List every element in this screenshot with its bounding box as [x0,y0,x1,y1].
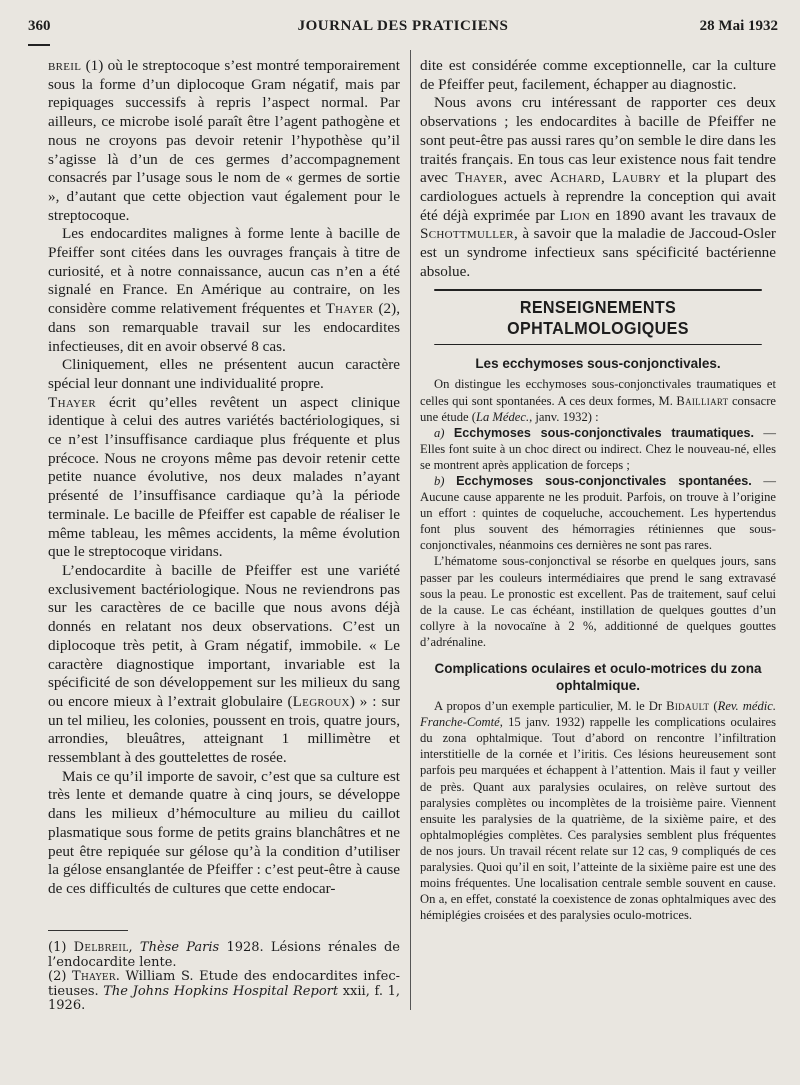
author-name: Legroux [292,692,350,710]
paragraph: Nous avons cru intéressant de rapporter ces deux observations ; les endocardites à bacille de Pfeiffer ne sont peut-être pas aussi rares qu’on semble le dire dans les traités français. En tous cas leur existence nous fait tendre avec Thayer, avec Achard, Laubry et la plupart des cardiologues actuels à reprendre la conception qui avait été déjà exprimée par Lion en 1890 avant les travaux de Schottmuller, à savoir que la maladie de Jaccoud-Osler est un syndrome infectieux sans spécificité bactérienne absolue. [420,94,776,280]
subsection-title: Les ecchymoses sous-conjonctivales. [475,356,721,372]
paragraph: Thayer écrit qu’elles revêtent un aspect clinique identique à celui des autres variétés bactériologiques, si ce n’est l’insuffisance cardiaque plus fréquente et plus précoce. Nous ne croyons même pas devoir retenir cette petite nuance évolutive, nos deux malades n’ayant présenté de l’insuffisance cardiaque qu’à la période terminale. Le bacille de Pfeiffer est capable de réaliser le même tableau, les mêmes accidents, la même évolution que le streptocoque viridans. [48,393,400,561]
footnote: (1) Delbreil, Thèse Paris 1928. Lésions rénales de l’endocardite lente. [48,940,400,970]
paragraph: L’endocardite à bacille de Pfeiffer est une variété exclusivement bactériologique. Nous ne reviendrons pas sur les caractères de ce bacille que nous avons déjà donnés en relatant nos deux observations. C’est un diplocoque très petit, à Gram négatif, immobile. « Le caractère diagnostique important, invariable est la spécificité de son développement sur les milieux du sang ou encore mieux à l’extrait globulaire (Legroux) » : sur un tel milieu, les colonies, poussent en trois, quatre jours, arrondies, bleuâtres, atteignant 1 millimètre et ressemblant à des gouttelettes de rosée. [48,561,401,767]
right-column [420,57,776,923]
left-column [48,57,400,899]
paragraph: Cliniquement, elles ne présentent aucun caractère spécial leur donnant une individualité propre. [48,356,400,392]
footnote-rule [48,930,128,931]
paragraph: Mais ce qu’il importe de savoir, c’est que sa culture est très lente et demande quatre à cinq jours, se développe dans les milieux d’hémoculture au milieu du caillot plasmatique sous forme de petits grains blanchâtres et ne peut être repiquée sur gélose qu’à la condition d’utiliser la gélose ensanglantée de Pfeiffer : c’est peut-être à cause de ces difficultés de cultures que cette endocar- [48,767,400,897]
footnotes [48,930,400,1014]
column-divider [410,50,411,1010]
author-name: breil [48,57,82,74]
paragraph: dite est considérée comme exceptionnelle, car la culture de Pfeiffer peut, facilement, échapper au diagnostic. [420,57,776,93]
header-rule [28,44,50,46]
paragraph: On distingue les ecchymoses sous-conjonctivales traumatiques et celles qui sont spontanées. A ces deux formes, M. Bailliart consacre une étude (La Médec., janv. 1932) : [420,377,776,424]
journal-title: JOURNAL DES PRATICIENS [297,18,509,34]
author-name: Thayer [48,393,96,411]
paragraph: a) Ecchymoses sous-conjonctivales traumatiques. — Elles font suite à un choc direct ou indirect. Chez le nouveau-né, elles se montrent après application de forceps ; [420,425,776,472]
subsection-title: Complications oculaires et oculo-motrices du zona ophtalmique. [434,661,762,694]
paragraph: L’hématome sous-conjonctival se résorbe en quelques jours, sans passer par les couleurs intermédiaires que prend le sang extravasé sous la peau. Le pronostic est excellent. Pas de traitement, sauf celui de la cause. Le cas échéant, instillation de quelques gouttes d’un collyre à la novocaïne à 2 %, additionné de quelques gouttes d’adrénaline. [420,554,776,649]
paragraph: breil (1) où le streptocoque s’est montré temporairement sous la forme d’un diplocoque Gram négatif, mais par repiquages successifs à repris l’aspect normal. Par ailleurs, ce microbe isolé paraît être l’agent pathogène et nous ne croyons pas devoir retenir l’hypothèse qu’il s’agisse là d’un de ces germes d’accompagnement consacrés par l’usage sous le nom de « germes de sortie », d’autant que cette objection vaut également pour le streptocoque. [48,57,400,224]
section-title: RENSEIGNEMENTS OPHTALMOLOGIQUES [434,289,762,345]
paragraph: A propos d’un exemple particulier, M. le Dr Bidault (Rev. médic. Franche-Comté, 15 janv. 1932) rappelle les complications oculaires du zona ophtalmique. Tout d’abord on rencontre l’infiltration interstitielle de la cornée et l’iritis. Ces lésions heureusement sont parfois peu marquées et échappent à l’attention. Mais il faut y veiller de près. Quant aux paralysies oculaires, on relève surtout des paralysies complètes ou incomplètes de la troisième paire. Viennent ensuite les paralysies de la quatrième, de la sixième paire, et des ophtalmoplégies complètes. Ces paralysies semblent plus fréquentes de nos jours. Un travail récent relate sur 12 cas, 9 compliqués de ces paralysies. Quoi qu’il en soit, l’atteinte de la sixième paire est une des moins fréquentes. Une localisation centrale semble souvent en cause. On a, en effet, constaté la coexistence de zonas ophtalmiques avec des hémiplégies croisées et des paralysies oculo-motrices. [420,699,777,923]
paragraph: b) Ecchymoses sous-conjonctivales spontanées. — Aucune cause apparente ne les produit. Parfois, on trouve à l’origine un effort : quintes de coqueluche, accouchement. Les hypertendus font plus souvent des hémorragies rétiniennes que sous-conjonctivales, néanmoins ces dernières ne sont pas rares. [420,474,776,553]
page-number: 360 [28,18,51,34]
page-header [28,18,778,40]
paragraph: Les endocardites malignes à forme lente à bacille de Pfeiffer sont citées dans les ouvrages français à titre de curiosité, et à notre connaissance, aucun cas n’en a été signalé en France. En Amérique au contraire, on les considère comme relativement fréquentes et Thayer (2), dans son remarquable travail sur les endocardites infectieuses, dit en avoir observé 8 cas. [48,225,400,355]
author-name: Thayer [325,300,374,318]
footnote: (2) Thayer. William S. Etude des endocardites infectieuses. The Johns Hopkins Hospital Report xxii, f. 1, 1926. [48,969,401,1013]
issue-date: 28 Mai 1932 [699,18,778,34]
